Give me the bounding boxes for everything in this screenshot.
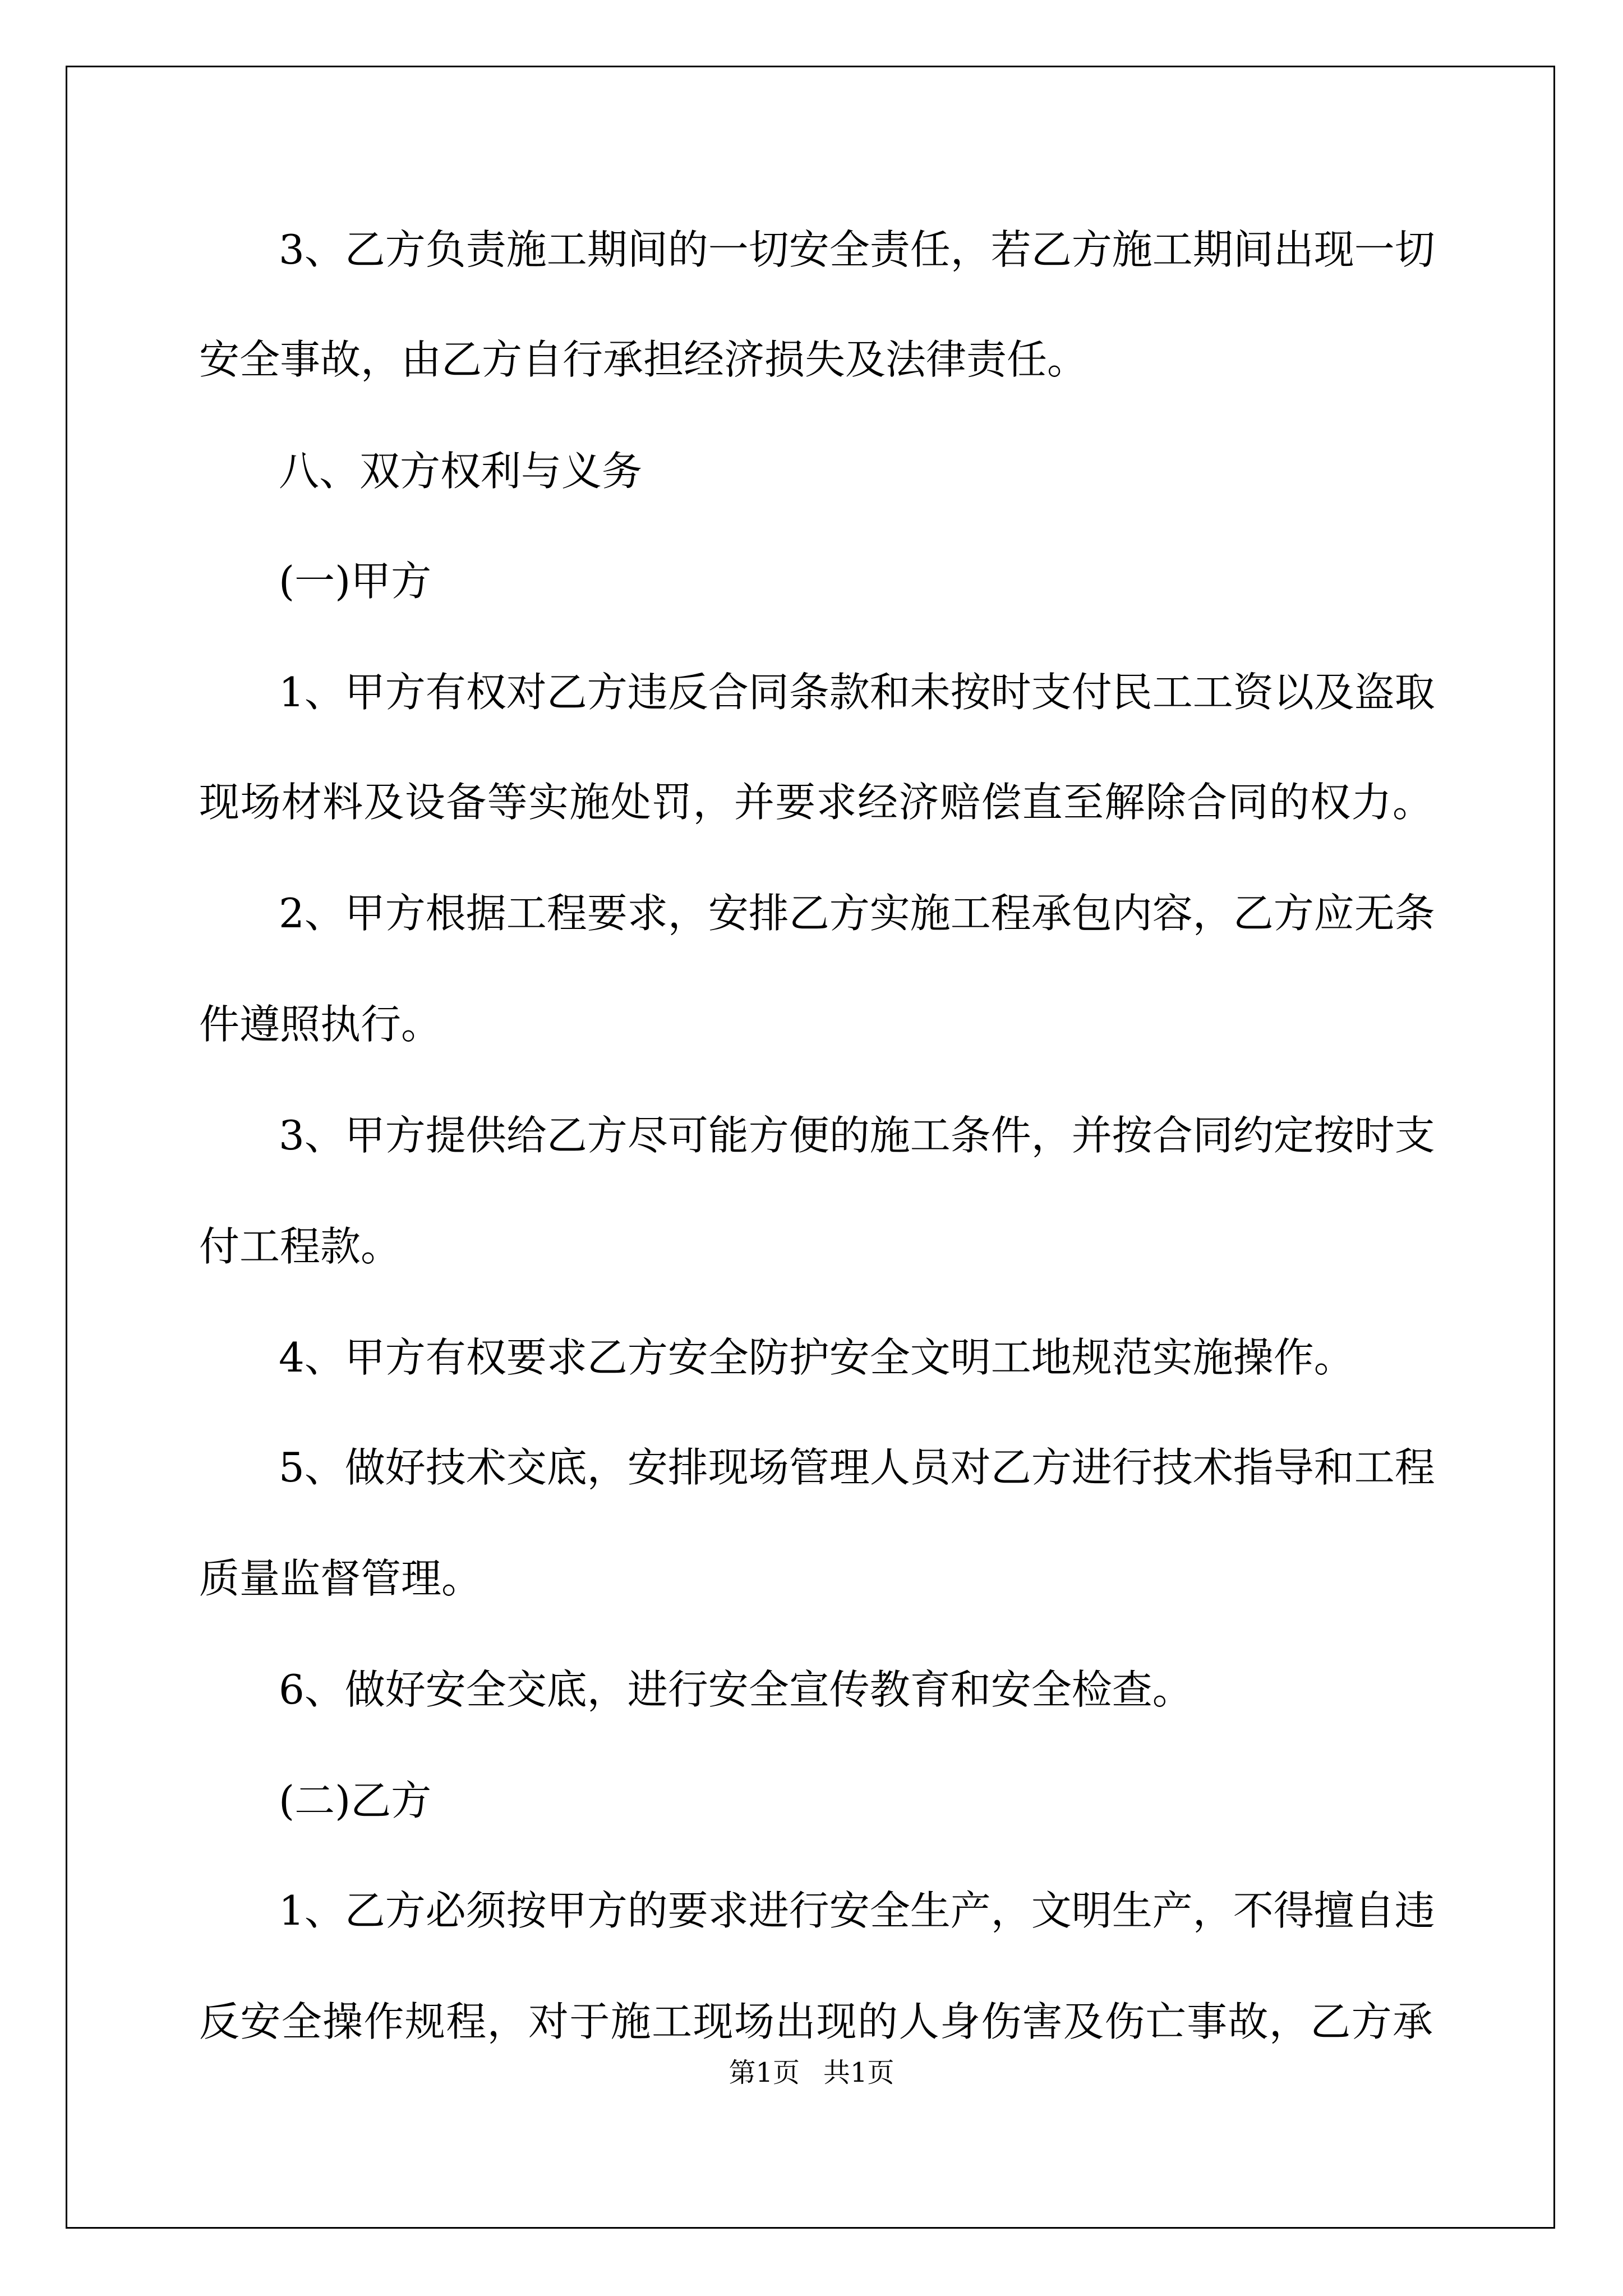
paragraph-line: 质量监督管理。 — [199, 1555, 482, 1602]
paragraph-line: 4、甲方有权要求乙方安全防护安全文明工地规范实施操作。 — [279, 1334, 1354, 1381]
paragraph-line: 3、乙方负责施工期间的一切安全责任，若乙方施工期间出现一切 — [279, 226, 1435, 273]
paragraph-line: 2、甲方根据工程要求，安排乙方实施工程承包内容，乙方应无条 — [279, 890, 1435, 937]
page-footer — [0, 2056, 1623, 2090]
paragraph-line: 5、做好技术交底，安排现场管理人员对乙方进行技术指导和工程 — [279, 1444, 1435, 1491]
subsection-heading: (一)甲方 — [279, 558, 432, 605]
paragraph-line: 安全事故，由乙方自行承担经济损失及法律责任。 — [199, 336, 1088, 383]
paragraph-line: 反安全操作规程，对于施工现场出现的人身伤害及伤亡事故，乙方承 — [199, 1998, 1433, 2045]
paragraph-line: 件遵照执行。 — [199, 1001, 442, 1048]
section-heading: 八、双方权利与义务 — [279, 448, 643, 495]
paragraph-line: 现场材料及设备等实施处罚，并要求经济赔偿直至解除合同的权力。 — [199, 779, 1433, 826]
paragraph-line: 1、甲方有权对乙方违反合同条款和未按时支付民工工资以及盗取 — [279, 669, 1435, 716]
subsection-heading: (二)乙方 — [279, 1777, 432, 1824]
paragraph-line: 3、甲方提供给乙方尽可能方便的施工条件，并按合同约定按时支 — [279, 1112, 1435, 1159]
paragraph-line: 6、做好安全交底，进行安全宣传教育和安全检查。 — [279, 1666, 1193, 1713]
paragraph-line: 1、乙方必须按甲方的要求进行安全生产，文明生产，不得擅自违 — [279, 1887, 1435, 1934]
paragraph-line: 付工程款。 — [199, 1223, 402, 1270]
page-number-total: 共1页 — [823, 2057, 895, 2088]
page-number-current: 第1页 — [728, 2057, 800, 2088]
